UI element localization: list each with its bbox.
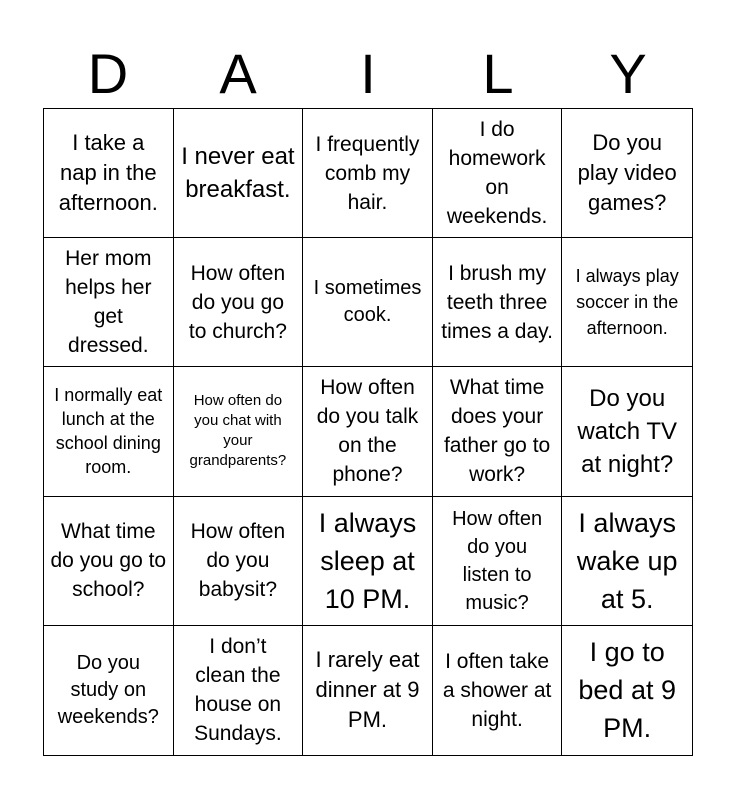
header-letter-i: I (360, 42, 376, 105)
bingo-cell (174, 109, 304, 238)
cell-text: I always sleep at 10 PM. (318, 507, 417, 614)
bingo-cell (562, 626, 692, 755)
cell-text: I normally eat lunch at the school dining room. (54, 385, 163, 478)
cell-text: I do homework on weekends. (446, 118, 548, 229)
bingo-cell (433, 109, 563, 238)
cell-text: I take a nap in the afternoon. (58, 130, 158, 216)
bingo-cell (562, 109, 692, 238)
bingo-cell (44, 497, 174, 626)
header-letter-l: L (482, 42, 514, 105)
bingo-cell (303, 497, 433, 626)
bingo-cell (44, 109, 174, 238)
cell-text: I sometimes cook. (313, 277, 422, 327)
cell-text: Do you watch TV at night? (577, 384, 677, 478)
cell-text: I never eat breakfast. (181, 143, 295, 204)
cell-text: How often do you talk on the phone? (316, 376, 419, 487)
cell-text: I go to bed at 9 PM. (578, 637, 676, 744)
cell-text: How often do you listen to music? (452, 507, 543, 614)
cell-text: How often do you babysit? (190, 520, 286, 602)
bingo-cell (303, 238, 433, 367)
bingo-cell (174, 367, 304, 496)
cell-text: Do you play video games? (577, 130, 677, 216)
header-letter-a: A (219, 42, 257, 105)
bingo-cell (303, 109, 433, 238)
bingo-cell (433, 367, 563, 496)
cell-text: Do you study on weekends? (57, 651, 159, 728)
bingo-cell (174, 238, 304, 367)
bingo-grid (43, 108, 693, 756)
bingo-cell (562, 238, 692, 367)
bingo-cell (433, 497, 563, 626)
bingo-cell (562, 497, 692, 626)
header-letter-d: D (87, 42, 129, 105)
bingo-header (43, 40, 693, 108)
bingo-cell (44, 238, 174, 367)
bingo-cell (303, 626, 433, 755)
cell-text: I always play soccer in the afternoon. (575, 266, 679, 339)
header-letter-y: Y (609, 42, 647, 105)
cell-text: I brush my teeth three times a day. (441, 261, 553, 343)
cell-text: How often do you chat with your grandparents? (189, 392, 287, 470)
bingo-cell (433, 626, 563, 755)
bingo-cell (174, 626, 304, 755)
bingo-cell (303, 367, 433, 496)
cell-text: Her mom helps her get dressed. (65, 247, 152, 358)
cell-text: I frequently comb my hair. (315, 132, 420, 214)
bingo-cell (174, 497, 304, 626)
bingo-cell (44, 367, 174, 496)
bingo-cell (433, 238, 563, 367)
bingo-cell (562, 367, 692, 496)
cell-text: I don’t clean the house on Sundays. (194, 635, 282, 746)
cell-text: I often take a shower at night. (442, 649, 552, 731)
cell-text: I always wake up at 5. (576, 507, 678, 614)
bingo-cell (44, 626, 174, 755)
cell-text: What time do you go to school? (50, 520, 167, 602)
cell-text: I rarely eat dinner at 9 PM. (315, 647, 420, 733)
cell-text: What time does your father go to work? (443, 376, 551, 487)
cell-text: How often do you go to church? (188, 261, 287, 343)
